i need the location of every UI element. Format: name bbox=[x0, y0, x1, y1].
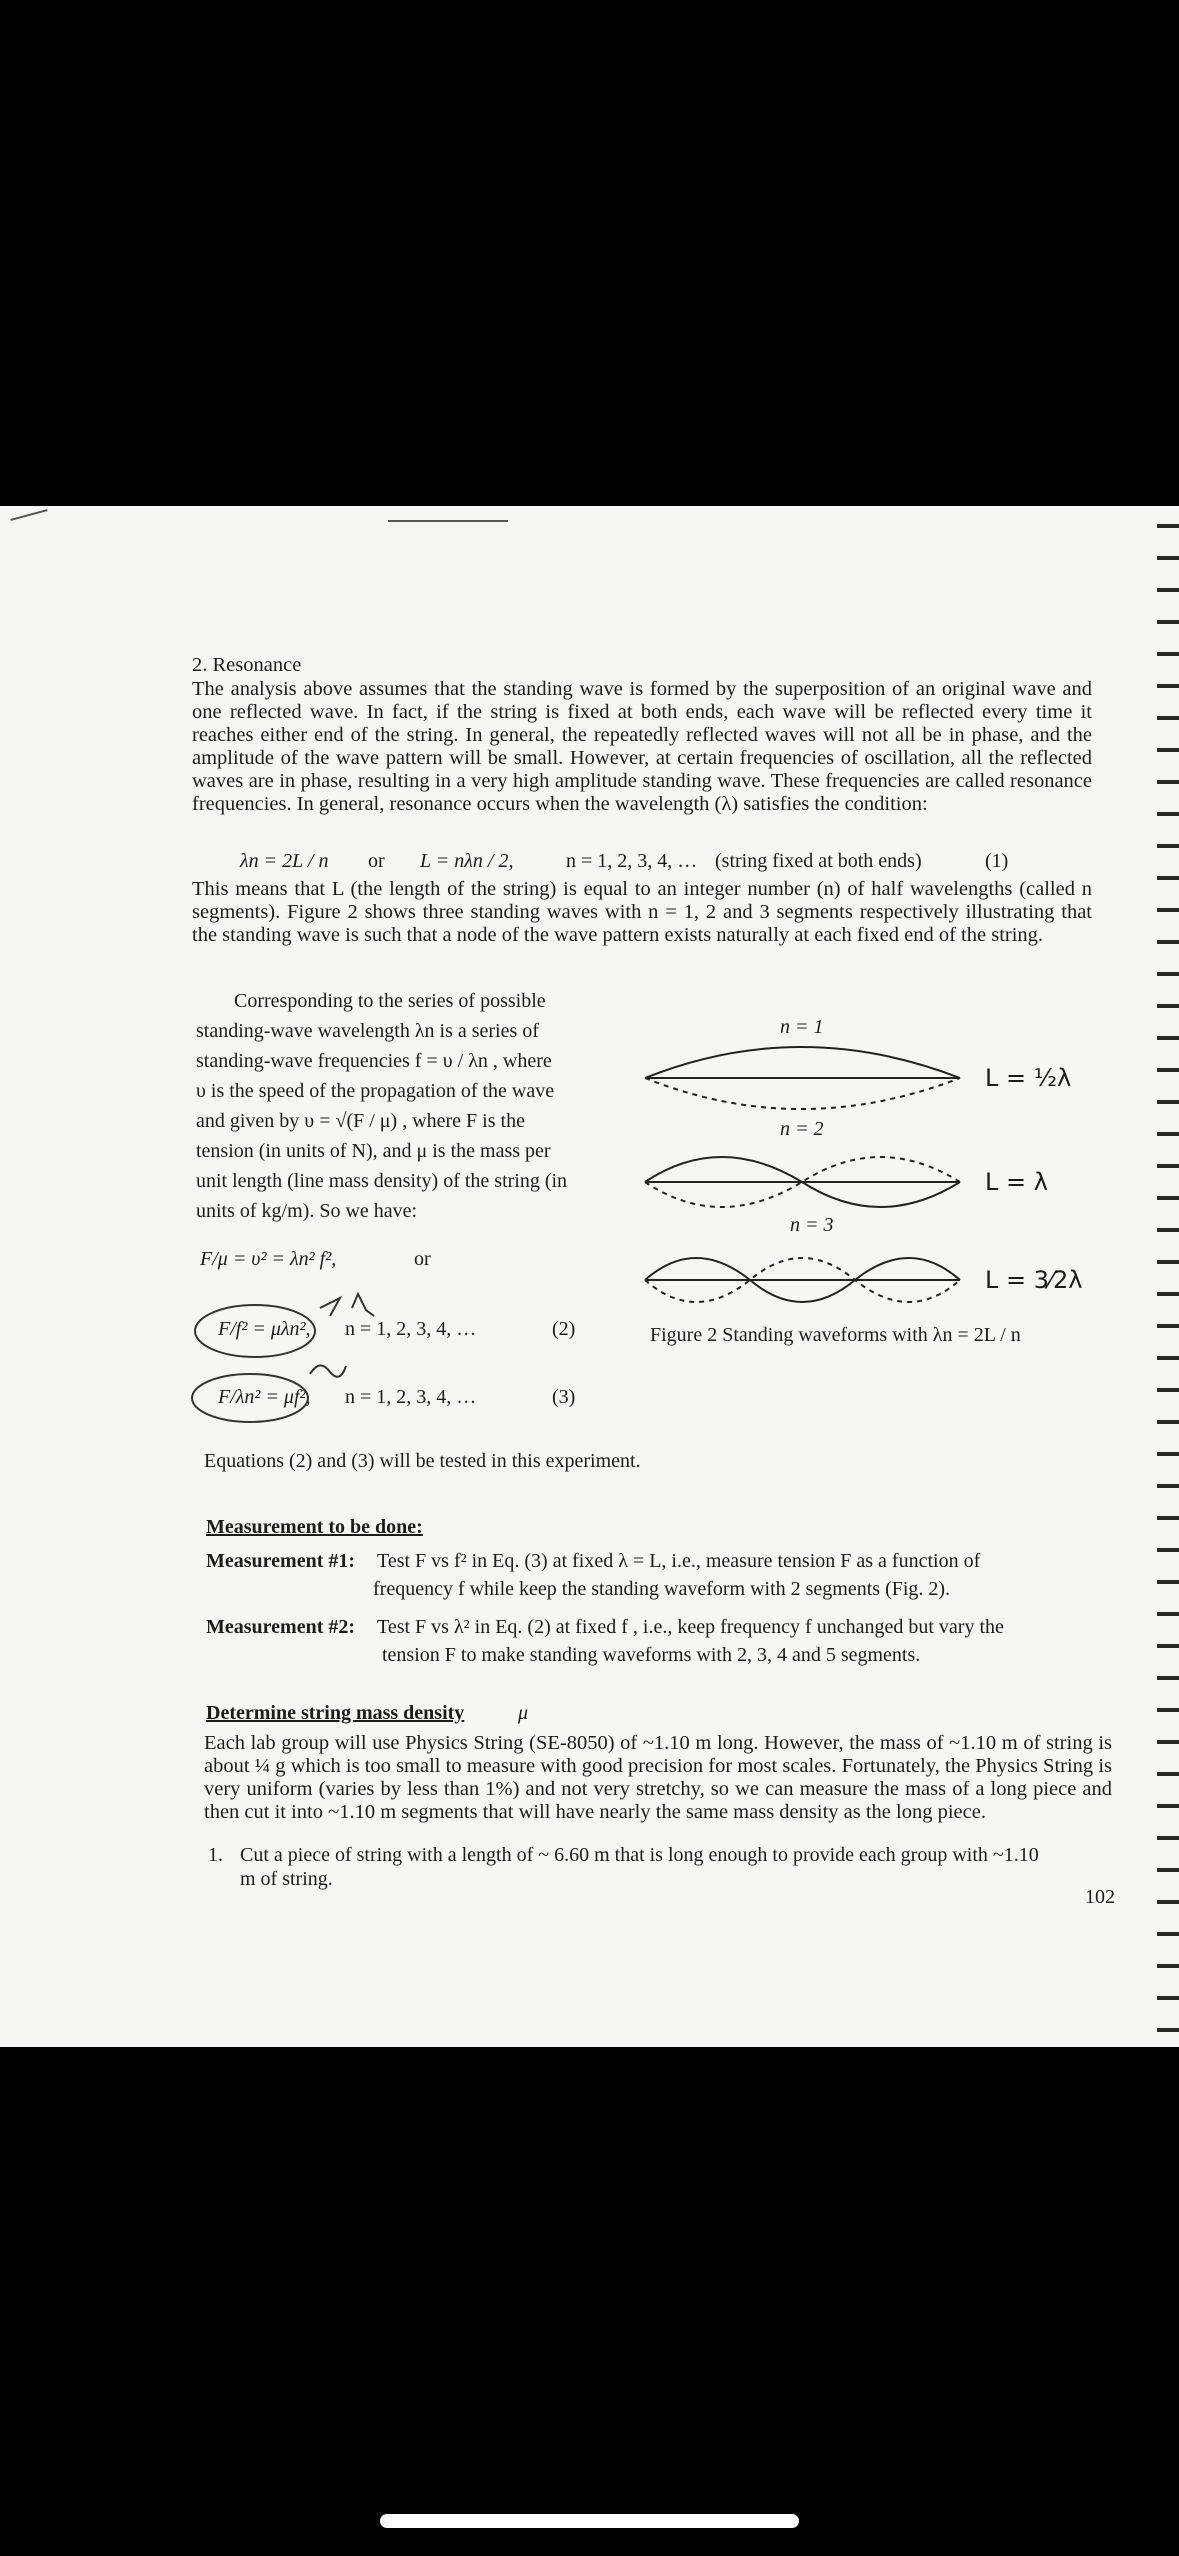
equation-1-left: λn = 2L / n bbox=[240, 850, 329, 872]
label-L2: L = λ bbox=[985, 1168, 1048, 1196]
standing-wave-figure bbox=[630, 1006, 1100, 1346]
measurement-2-text-cont: tension F to make standing waveforms with 2, 3, 4 and 5 segments. bbox=[382, 1644, 921, 1666]
label-n3: n = 3 bbox=[790, 1214, 834, 1236]
paragraph-resonance: The analysis above assumes that the standing wave is formed by the superposition of an original wave and one reflected wave. In fact, if the string is fixed at both ends, each wave will be reflected every time it reaches either end of the string. In general, the repeatedly reflected waves will not all be in phase, and the amplitude of the wave pattern will be small. However, at certain frequencies of oscillation, all the reflected waves are in phase, resulting in a very high amplitude standing wave. These frequencies are called resonance frequencies. In general, resonance occurs when the wavelength (λ) satisfies the condition: bbox=[192, 678, 1092, 815]
wave-n1-solid bbox=[645, 1047, 960, 1078]
column-line: Corresponding to the series of possible bbox=[234, 990, 546, 1012]
figure-caption: Figure 2 Standing waveforms with λn = 2L / n bbox=[650, 1324, 1021, 1346]
label-n2: n = 2 bbox=[780, 1118, 824, 1140]
page-number: 102 bbox=[1085, 1886, 1115, 1908]
scan-mark bbox=[10, 509, 47, 521]
step-1-text-cont: m of string. bbox=[240, 1868, 333, 1890]
equation-speed: F/μ = υ² = λn² f², bbox=[200, 1248, 337, 1270]
equation-2: F/f² = μλn², bbox=[218, 1318, 311, 1340]
measurement-2-text: Test F vs λ² in Eq. (2) at fixed f , i.e., keep frequency f unchanged but vary the bbox=[377, 1616, 1004, 1638]
paragraph-segments: This means that L (the length of the string) is equal to an integer number (n) of half wavelengths (called n segments). Figure 2 shows three standing waves with n = 1, 2 and 3 segments respectively illustrating that the standing wave is such that a node of the wave pattern exists naturally at each fixed end of the string. bbox=[192, 878, 1092, 946]
label-n1: n = 1 bbox=[780, 1016, 824, 1038]
equation-1-mid: L = nλn / 2, bbox=[420, 850, 514, 872]
column-line: unit length (line mass density) of the string (in bbox=[196, 1170, 568, 1192]
step-1-number: 1. bbox=[208, 1844, 223, 1866]
column-line: units of kg/m). So we have: bbox=[196, 1200, 418, 1222]
equation-1-or: or bbox=[368, 850, 385, 872]
label-L1: L = ½λ bbox=[985, 1064, 1072, 1092]
measurement-1-label: Measurement #1: bbox=[206, 1550, 356, 1572]
equation-2-n: n = 1, 2, 3, 4, … bbox=[345, 1318, 477, 1340]
left-column-text bbox=[196, 986, 596, 1226]
measurement-heading: Measurement to be done: bbox=[206, 1516, 423, 1538]
section-title: 2. Resonance bbox=[192, 654, 302, 676]
step-1-text: Cut a piece of string with a length of ~ 6.60 m that is long enough to provide each group with ~1.10 bbox=[240, 1844, 1039, 1866]
equation-3-n: n = 1, 2, 3, 4, … bbox=[345, 1386, 477, 1408]
measurement-1-text-cont: frequency f while keep the standing waveform with 2 segments (Fig. 2). bbox=[373, 1578, 951, 1600]
paragraph-density: Each lab group will use Physics String (SE-8050) of ~1.10 m long. However, the mass of ~1.10 m of string is about ¼ g which is too small to measure with good precision for most scales. Fortunately, the Physics String is very uniform (varies by less than 1%) and not very stretchy, so we can measure the mass of a long piece and then cut it into ~1.10 m segments that will have nearly the same mass density as the long piece. bbox=[204, 1732, 1112, 1823]
equation-1-number: (1) bbox=[985, 850, 1009, 872]
column-line: tension (in units of N), and μ is the mass per bbox=[196, 1140, 551, 1162]
density-heading-mu: μ bbox=[518, 1702, 529, 1724]
spiral-binding-edge bbox=[1157, 506, 1179, 2047]
measurement-2-label: Measurement #2: bbox=[206, 1616, 356, 1638]
measurement-1-text: Test F vs f² in Eq. (3) at fixed λ = L, i.e., measure tension F as a function of bbox=[377, 1550, 981, 1572]
column-line: standing-wave frequencies f = υ / λn , where bbox=[196, 1050, 552, 1072]
column-line: υ is the speed of the propagation of the wave bbox=[196, 1080, 555, 1102]
density-heading: Determine string mass density bbox=[206, 1702, 465, 1724]
wave-n1-dashed bbox=[645, 1078, 960, 1109]
equation-2-number: (2) bbox=[552, 1318, 576, 1340]
document-page bbox=[0, 506, 1179, 2047]
equation-speed-or: or bbox=[414, 1248, 431, 1270]
equations-tested-note: Equations (2) and (3) will be tested in this experiment. bbox=[204, 1450, 641, 1472]
equation-3-number: (3) bbox=[552, 1386, 576, 1408]
label-L3: L = 3⁄2λ bbox=[985, 1266, 1083, 1294]
equation-3: F/λn² = μf², bbox=[218, 1386, 311, 1408]
scan-mark bbox=[388, 520, 508, 522]
column-line: standing-wave wavelength λn is a series of bbox=[196, 1020, 539, 1042]
home-indicator[interactable] bbox=[380, 2514, 799, 2528]
column-line: and given by υ = √(F / μ) , where F is the bbox=[196, 1110, 525, 1132]
equation-1-n: n = 1, 2, 3, 4, … bbox=[566, 850, 698, 872]
equation-1-note: (string fixed at both ends) bbox=[715, 850, 922, 872]
